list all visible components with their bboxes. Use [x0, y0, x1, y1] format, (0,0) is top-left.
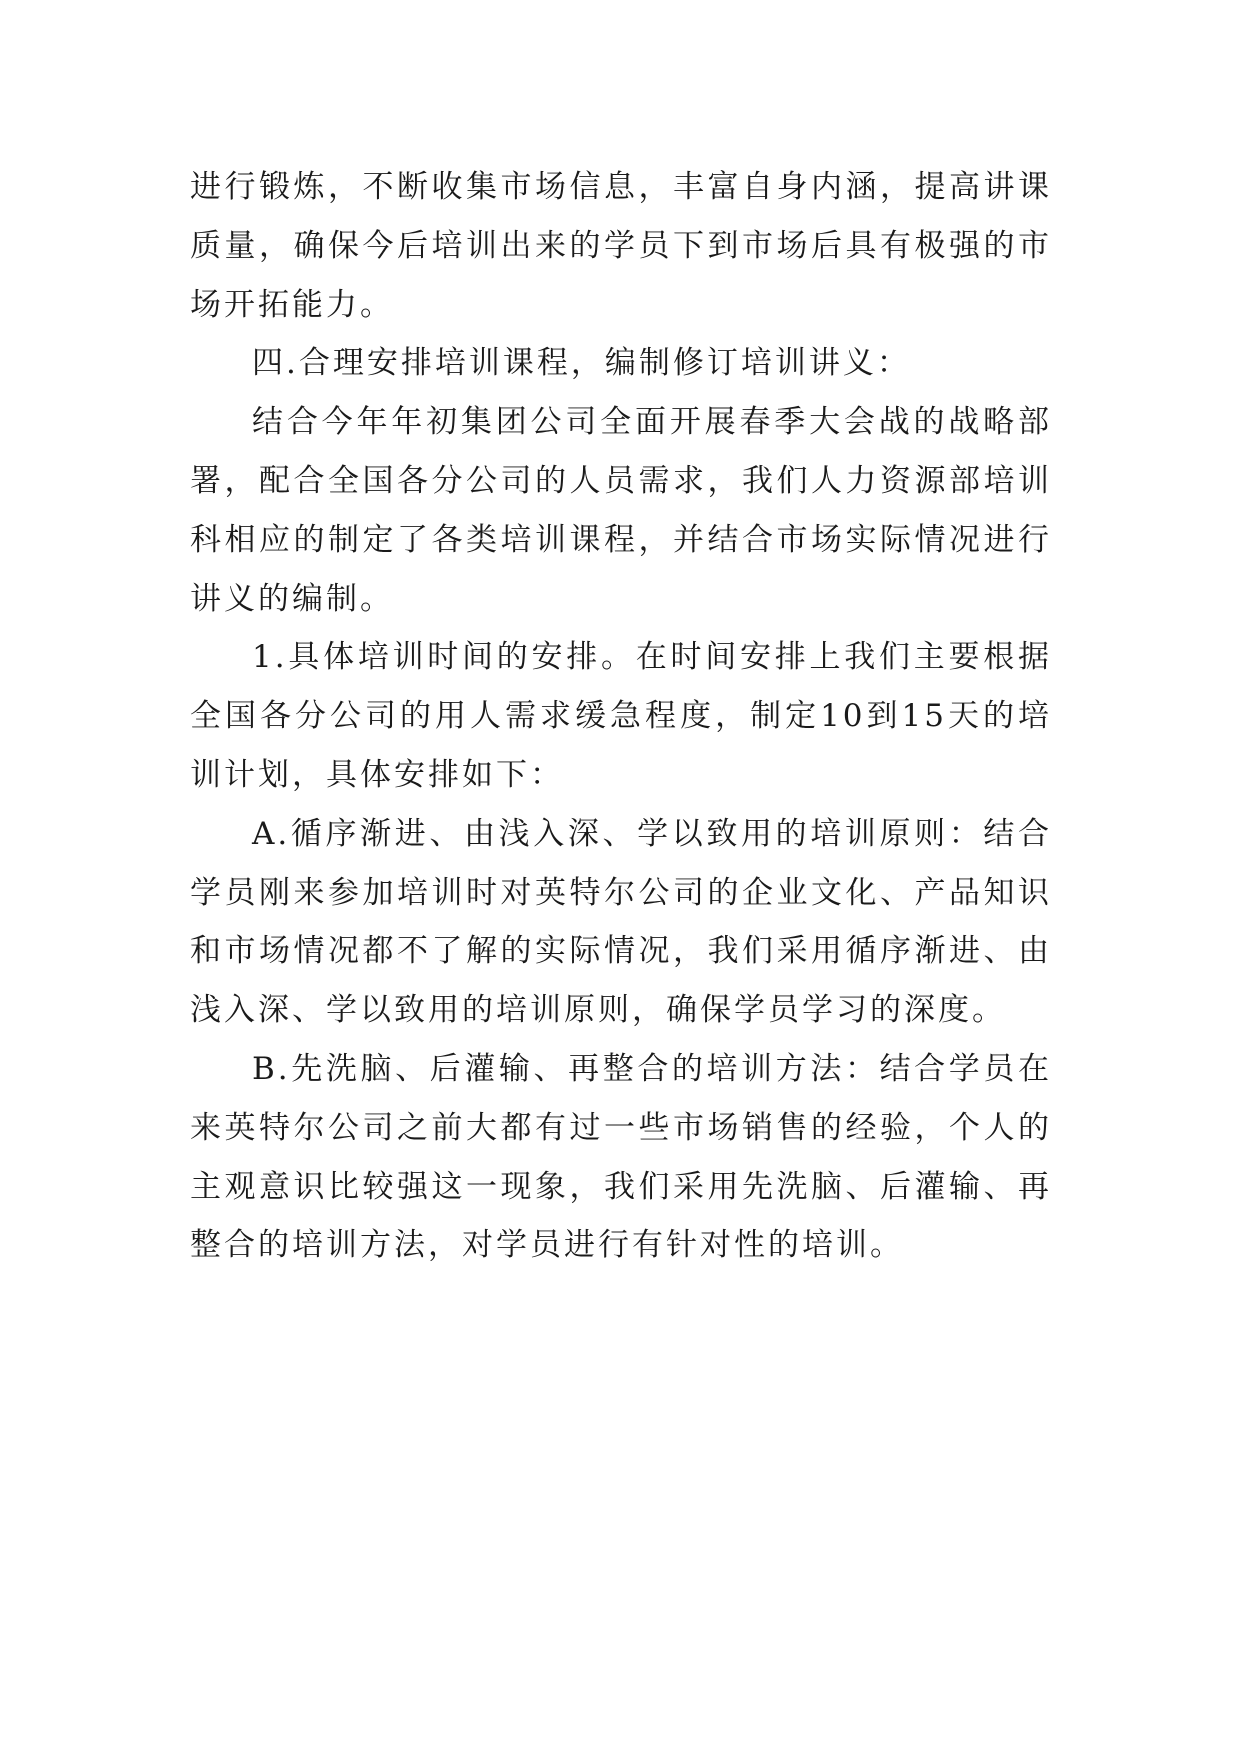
paragraph: 结合今年年初集团公司全面开展春季大会战的战略部署，配合全国各分公司的人员需求，我们人力资源部培训科相应的制定了各类培训课程，并结合市场实际情况进行讲义的编制。	[190, 404, 1052, 617]
paragraph: B.先洗脑、后灌输、再整合的培训方法：结合学员在来英特尔公司之前大都有过一些市场销售的经验，个人的主观意识比较强这一现象，我们采用先洗脑、后灌输、再整合的培训方法，对学员进行有针对性的培训。	[190, 1050, 1052, 1264]
paragraph-continuation: 进行锻炼，不断收集市场信息，丰富自身内涵，提高讲课质量，确保今后培训出来的学员下到市场后具有极强的市场开拓能力。	[190, 169, 1052, 323]
paragraph: A.循序渐进、由浅入深、学以致用的培训原则：结合学员刚来参加培训时对英特尔公司的企业文化、产品知识和市场情况都不了解的实际情况，我们采用循序渐进、由浅入深、学以致用的培训原则，确保学员学习的深度。	[190, 815, 1052, 1029]
section-heading: 四.合理安排培训课程，编制修订培训讲义：	[252, 345, 911, 382]
document-body	[190, 158, 1052, 1275]
paragraph: 1.具体培训时间的安排。在时间安排上我们主要根据全国各分公司的用人需求缓急程度，制定10到15天的培训计划，具体安排如下：	[190, 639, 1052, 793]
